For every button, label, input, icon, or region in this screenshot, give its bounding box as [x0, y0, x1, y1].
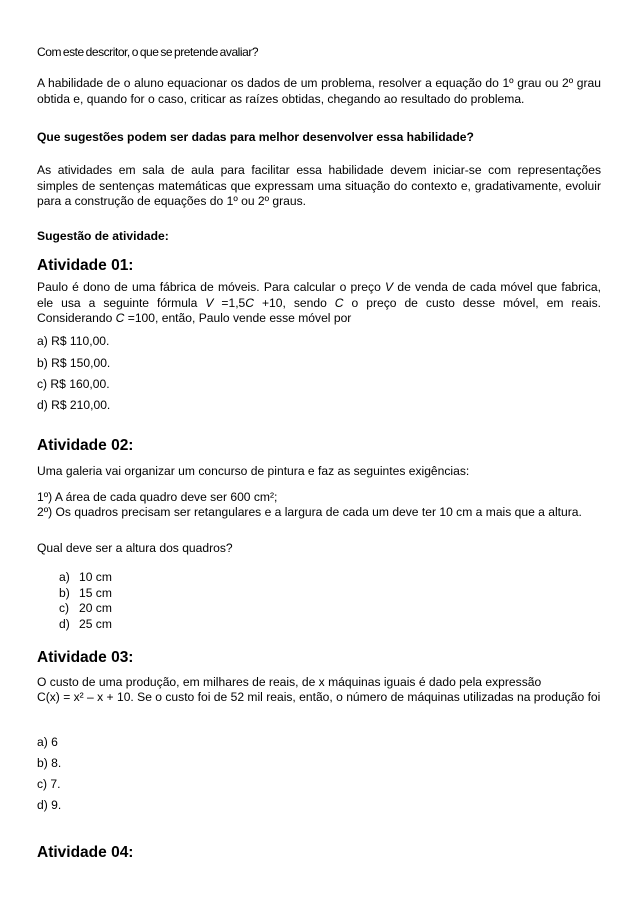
descriptor-answer: A habilidade de o aluno equacionar os dados de um problema, resolver a equação do 1º grau ou 2º grau obtida e, quando for o caso, criticar as raízes obtidas, chegando ao resultado do problema.: [37, 76, 601, 106]
activity-01-option-b: b) R$ 150,00.: [37, 356, 111, 370]
activity-02-option-c: c) 20 cm: [59, 601, 112, 615]
activity-02-title: Atividade 02:: [37, 437, 134, 454]
activity-02-requirement-2: 2º) Os quadros precisam ser retangulares e a largura de cada um deve ter 10 cm a mais que a altura.: [37, 505, 582, 519]
activity-01-option-a: a) R$ 110,00.: [37, 334, 110, 348]
activity-01-option-d: d) R$ 210,00.: [37, 398, 111, 412]
descriptor-question: Com este descritor, o que se pretende avaliar?: [37, 45, 259, 59]
suggestions-answer: As atividades em sala de aula para facilitar essa habilidade devem iniciar-se com representações simples de sentenças matemáticas que expressam uma situação do contexto e, gradativamente, evoluir para a construção de equações do 1º ou 2º graus.: [37, 163, 601, 208]
activity-03-option-d: d) 9.: [37, 798, 62, 812]
activity-02-requirement-1: 1º) A área de cada quadro deve ser 600 cm²;: [37, 490, 278, 504]
activity-02-option-a: a) 10 cm: [59, 570, 112, 584]
activity-02-option-d: d) 25 cm: [59, 616, 112, 631]
activity-02-intro: Uma galeria vai organizar um concurso de pintura e faz as seguintes exigências:: [37, 464, 470, 478]
activity-01-option-c: c) R$ 160,00.: [37, 377, 110, 391]
activity-03-option-b: b) 8.: [37, 756, 62, 770]
activity-suggestion-heading: Sugestão de atividade:: [37, 229, 169, 243]
activity-01-title: Atividade 01:: [37, 257, 134, 274]
activity-03-title: Atividade 03:: [37, 649, 134, 666]
activity-03-option-a: a) 6: [37, 735, 58, 749]
activity-02-option-b: b) 15 cm: [59, 585, 112, 600]
activity-03-option-c: c) 7.: [37, 777, 61, 791]
activity-04-title: Atividade 04:: [37, 844, 134, 861]
activity-03-line-1: O custo de uma produção, em milhares de reais, de x máquinas iguais é dado pela expressão: [37, 675, 542, 689]
activity-01-statement: Paulo é dono de uma fábrica de móveis. Para calcular o preço V de venda de cada móvel que fabrica, ele usa a seguinte fórmula V =1,5C +10, sendo C o preço de custo desse móvel, em reais. Considerando C =100, então, Paulo vende esse móvel por: [37, 280, 601, 325]
suggestions-question: Que sugestões podem ser dadas para melhor desenvolver essa habilidade?: [37, 130, 474, 144]
activity-03-line-2: C(x) = x² – x + 10. Se o custo foi de 52 mil reais, então, o número de máquinas utilizadas na produção foi: [37, 690, 601, 704]
activity-02-question: Qual deve ser a altura dos quadros?: [37, 541, 233, 555]
activity-02-options-list: [59, 570, 112, 632]
